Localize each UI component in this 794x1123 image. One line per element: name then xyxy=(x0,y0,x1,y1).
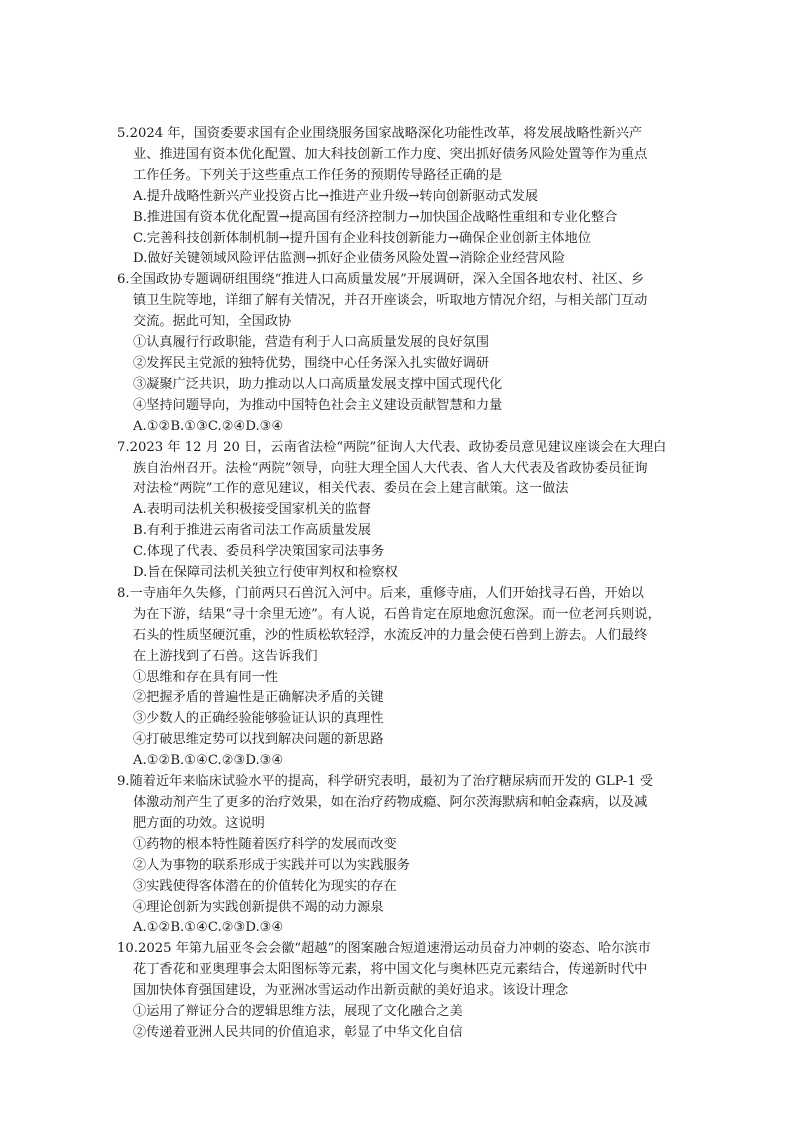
answer-option: D.旨在保障司法机关独立行使审判权和检察权 xyxy=(133,565,398,581)
question-stem-line: 国加快体育强国建设，为亚洲冰雪运动作出新贡献的美好追求。该设计理念 xyxy=(133,983,569,999)
statement-item: ①思维和存在具有同一性 xyxy=(133,669,279,685)
answer-option: A.表明司法机关积极接受国家机关的监督 xyxy=(133,502,371,518)
question-stem-line: 8.一寺庙年久失修，门前两只石兽沉入河中。后来，重修寺庙，人们开始找寻石兽，开始以 xyxy=(117,585,644,601)
question-stem-line: 对法检“两院”工作的意见建议，相关代表、委员在会上建言献策。这一做法 xyxy=(133,481,569,497)
question-stem-line: 6.全国政协专题调研组围绕“推进人口高质量发展”开展调研，深入全国各地农村、社区、乡 xyxy=(117,272,645,288)
question-6 xyxy=(117,270,677,437)
statement-item: ②人为事物的联系形成于实践并可以为实践服务 xyxy=(133,857,410,873)
question-stem-line: 肥方面的功效。这说明 xyxy=(133,815,265,831)
question-stem-line: 在上游找到了石兽。这告诉我们 xyxy=(133,648,318,664)
answer-option: C.体现了代表、委员科学决策国家司法事务 xyxy=(133,544,385,560)
statement-item: ②传递着亚洲人民共同的价值追求，彰显了中华文化自信 xyxy=(133,1024,463,1040)
question-7 xyxy=(117,438,677,584)
statement-item: ①认真履行行政职能，营造有利于人口高质量发展的良好氛围 xyxy=(133,335,490,351)
statement-item: ④打破思维定势可以找到解决问题的新思路 xyxy=(133,732,384,748)
question-stem-line: 石头的性质坚硬沉重，沙的性质松软轻浮，水流反冲的力量会使石兽到上游去。人们最终 xyxy=(133,627,648,643)
question-stem-line: 交流。据此可知，全国政协 xyxy=(133,314,292,330)
question-stem-line: 为在下游，结果“寻十余里无迹”。有人说，石兽肯定在原地愈沉愈深。而一位老河兵则说， xyxy=(133,606,661,622)
question-9 xyxy=(117,772,677,939)
question-list xyxy=(117,124,677,1044)
question-stem-line: 9.随着近年来临床试验水平的提高，科学研究表明，最初为了治疗糖尿病而开发的 GLP-1 受 xyxy=(117,774,654,790)
answer-option: C.完善科技创新体制机制→提升国有企业科技创新能力→确保企业创新主体地位 xyxy=(133,230,591,246)
question-stem-line: 族自治州召开。法检“两院”领导，向驻大理全国人大代表、省人大代表及省政协委员征询 xyxy=(133,460,648,476)
statement-item: ②把握矛盾的普遍性是正确解决矛盾的关键 xyxy=(133,690,384,706)
statement-item: ①运用了辩证分合的逻辑思维方法，展现了文化融合之美 xyxy=(133,1004,463,1020)
question-8 xyxy=(117,584,677,772)
question-stem-line: 体激动剂产生了更多的治疗效果，如在治疗药物成瘾、阿尔茨海默病和帕金森病，以及减 xyxy=(133,795,648,810)
statement-item: ②发挥民主党派的独特优势，围绕中心任务深入扎实做好调研 xyxy=(133,355,490,371)
answer-options: A.①②B.①④C.②③D.③④ xyxy=(133,753,284,769)
question-5 xyxy=(117,124,677,270)
answer-option: B.推进国有资本优化配置→提高国有经济控制力→加快国企战略性重组和专业化整合 xyxy=(133,209,618,225)
statement-item: ④坚持问题导向，为推动中国特色社会主义建设贡献智慧和力量 xyxy=(133,397,503,413)
statement-item: ④理论创新为实践创新提供不竭的动力源泉 xyxy=(133,899,384,915)
question-stem-line: 工作任务。下列关于这些重点工作任务的预期传导路径正确的是 xyxy=(133,167,503,183)
question-stem-line: 7.2023 年 12 月 20 日，云南省法检“两院”征询人大代表、政协委员意见建议座谈会在大理白 xyxy=(117,439,667,455)
statement-item: ③少数人的正确经验能够验证认识的真理性 xyxy=(133,711,384,727)
question-stem-line: 镇卫生院等地，详细了解有关情况，并召开座谈会，听取地方情况介绍，与相关部门互动 xyxy=(133,293,648,309)
statement-item: ③实践使得客体潜在的价值转化为现实的存在 xyxy=(133,878,397,894)
answer-options: A.①②B.①③C.②④D.③④ xyxy=(133,418,284,434)
answer-option: A.提升战略性新兴产业投资占比→推进产业升级→转向创新驱动式发展 xyxy=(133,188,539,204)
question-stem-line: 业、推进国有资本优化配置、加大科技创新工作力度、突出抓好债务风险处置等作为重点 xyxy=(133,146,648,162)
answer-options: A.①②B.①④C.②③D.③④ xyxy=(133,920,284,936)
question-stem-line: 10.2025 年第九届亚冬会会徽“超越”的图案融合短道速滑运动员奋力冲刺的姿态、哈尔滨市 xyxy=(117,941,651,957)
answer-option: B.有利于推进云南省司法工作高质量发展 xyxy=(133,523,372,539)
question-stem-line: 花丁香花和亚奥理事会太阳图标等元素，将中国文化与奥林匹克元素结合，传递新时代中 xyxy=(133,962,648,978)
question-10 xyxy=(117,939,677,1044)
question-stem-line: 5.2024 年，国资委要求国有企业围绕服务国家战略深化功能性改革，将发展战略性新兴产 xyxy=(117,126,643,141)
statement-item: ③凝聚广泛共识，助力推动以人口高质量发展支撑中国式现代化 xyxy=(133,376,503,392)
answer-option: D.做好关键领域风险评估监测→抓好企业债务风险处置→消除企业经营风险 xyxy=(133,251,566,267)
statement-item: ①药物的根本特性随着医疗科学的发展而改变 xyxy=(133,836,397,852)
